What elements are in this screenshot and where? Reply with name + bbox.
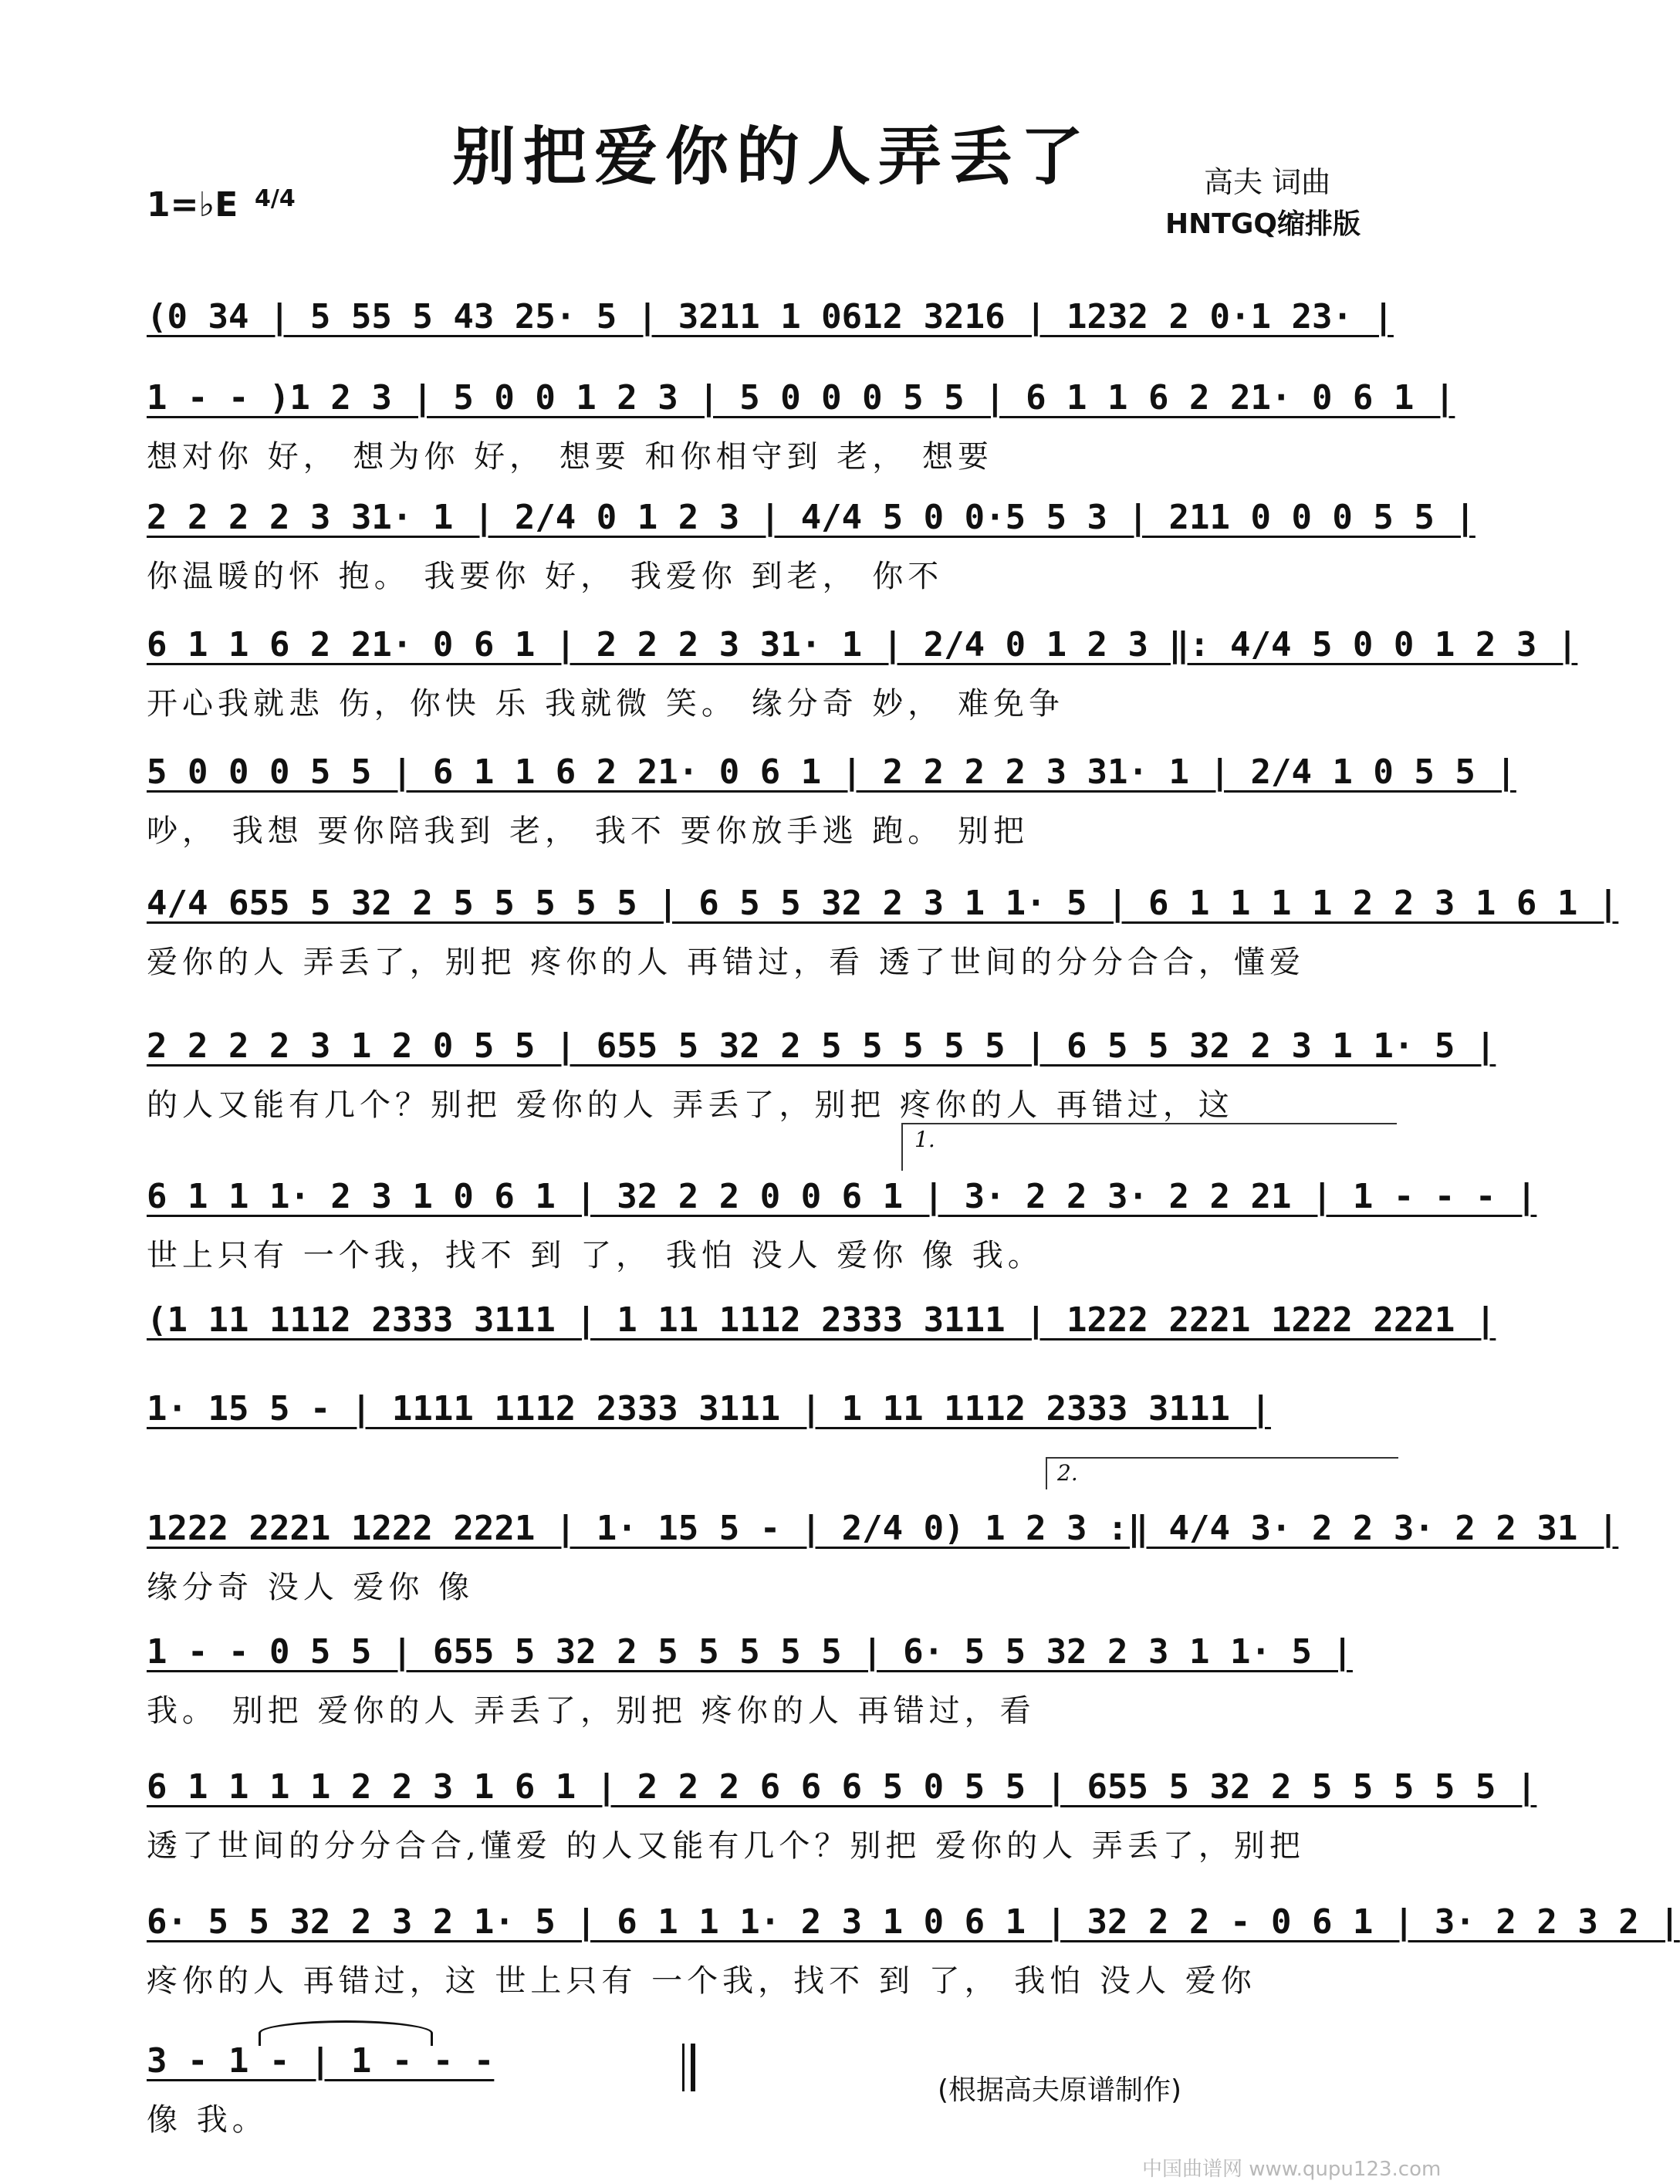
notation-line: 6· 5 5 32 2 3 2 1· 5 | 6 1 1 1· 2 3 1 0 6 1 | 32 2 2 - 0 6 1 | 3· 2 2 3 2 | [147, 1902, 1680, 1942]
notation-line: (0 34 | 5 55 5 43 25· 5 | 3211 1 0612 3216 | 1232 2 0·1 23· | [147, 297, 1394, 336]
final-barline-thick [691, 2044, 695, 2091]
lyric-line: 世上只有 一个我，找不 到 了， 我怕 没人 爱你 像 我。 [147, 1238, 1043, 1273]
volta-bracket-2 [1046, 1457, 1398, 1489]
notation-line: 6 1 1 1· 2 3 1 0 6 1 | 32 2 2 0 0 6 1 | 3· 2 2 3· 2 2 21 | 1 - - - | [147, 1177, 1537, 1216]
final-barline-thin [682, 2044, 685, 2091]
lyric-line: 疼你的人 再错过，这 世上只有 一个我，找不 到 了， 我怕 没人 爱你 [147, 1963, 1256, 1999]
lyric-line: 开心我就悲 伤，你快 乐 我就微 笑。 缘分奇 妙， 难免争 [147, 686, 1065, 722]
source-credit: (根据高夫原谱制作) [938, 2074, 1182, 2106]
notation-line: 2 2 2 2 3 1 2 0 5 5 | 655 5 32 2 5 5 5 5 5 | 6 5 5 32 2 3 1 1· 5 | [147, 1026, 1496, 1066]
volta-bracket-1 [901, 1123, 1397, 1171]
time-signature: 4/4 [255, 185, 296, 212]
lyric-line: 我。 别把 爱你的人 弄丢了，别把 疼你的人 再错过，看 [147, 1693, 1036, 1729]
notation-line: 2 2 2 2 3 31· 1 | 2/4 0 1 2 3 | 4/4 5 0 0·5 5 3 | 211 0 0 0 5 5 | [147, 498, 1475, 537]
song-title: 别把爱你的人弄丢了 [451, 120, 1091, 194]
notation-line: 1· 15 5 - | 1111 1112 2333 3111 | 1 11 1112 2333 3111 | [147, 1389, 1271, 1428]
notation-line: 4/4 655 5 32 2 5 5 5 5 5 | 6 5 5 32 2 3 1 1· 5 | 6 1 1 1 1 2 2 3 1 6 1 | [147, 884, 1619, 923]
arranger-credit: HNTGQ缩排版 [1165, 208, 1361, 240]
volta-label-1: 1. [914, 1127, 935, 1152]
notation-line: (1 11 1112 2333 3111 | 1 11 1112 2333 3111 | 1222 2221 1222 2221 | [147, 1300, 1496, 1340]
notation-line: 6 1 1 6 2 21· 0 6 1 | 2 2 2 3 31· 1 | 2/4 0 1 2 3 ‖: 4/4 5 0 0 1 2 3 | [147, 625, 1578, 664]
tie-mark [259, 2020, 433, 2046]
lyric-line: 爱你的人 弄丢了，别把 疼你的人 再错过，看 透了世间的分分合合，懂爱 [147, 945, 1305, 980]
lyric-line: 缘分奇 没人 爱你 像 [147, 1570, 475, 1605]
notation-line: 1 - - )1 2 3 | 5 0 0 1 2 3 | 5 0 0 0 5 5 | 6 1 1 6 2 21· 0 6 1 | [147, 378, 1455, 418]
lyric-line: 想对你 好， 想为你 好， 想要 和你相守到 老， 想要 [147, 439, 994, 475]
lyric-line: 吵， 我想 要你陪我到 老， 我不 要你放手逃 跑。 别把 [147, 813, 1029, 849]
volta-label-2: 2. [1057, 1460, 1078, 1486]
site-watermark: 中国曲谱网 www.qupu123.com [1142, 2158, 1442, 2181]
lyric-line: 像 我。 [147, 2102, 268, 2138]
lyric-line: 你温暖的怀 抱。 我要你 好， 我爱你 到老， 你不 [147, 559, 944, 594]
composer-credit: 高夫 词曲 [1204, 165, 1331, 199]
notation-line: 5 0 0 0 5 5 | 6 1 1 6 2 21· 0 6 1 | 2 2 2 2 3 31· 1 | 2/4 1 0 5 5 | [147, 752, 1516, 792]
lyric-line: 透了世间的分分合合,懂爱 的人又能有几个？别把 爱你的人 弄丢了，别把 [147, 1828, 1305, 1864]
key-signature: 1=♭E [147, 185, 238, 225]
notation-line: 3 - 1 - | 1 - - - [147, 2041, 495, 2081]
lyric-line: 的人又能有几个？别把 爱你的人 弄丢了，别把 疼你的人 再错过，这 [147, 1087, 1234, 1123]
notation-line: 1222 2221 1222 2221 | 1· 15 5 - | 2/4 0) 1 2 3 :‖ 4/4 3· 2 2 3· 2 2 31 | [147, 1509, 1619, 1548]
notation-line: 1 - - 0 5 5 | 655 5 32 2 5 5 5 5 5 | 6· 5 5 32 2 3 1 1· 5 | [147, 1632, 1353, 1672]
notation-line: 6 1 1 1 1 2 2 3 1 6 1 | 2 2 2 6 6 6 5 0 5 5 | 655 5 32 2 5 5 5 5 5 | [147, 1767, 1537, 1807]
